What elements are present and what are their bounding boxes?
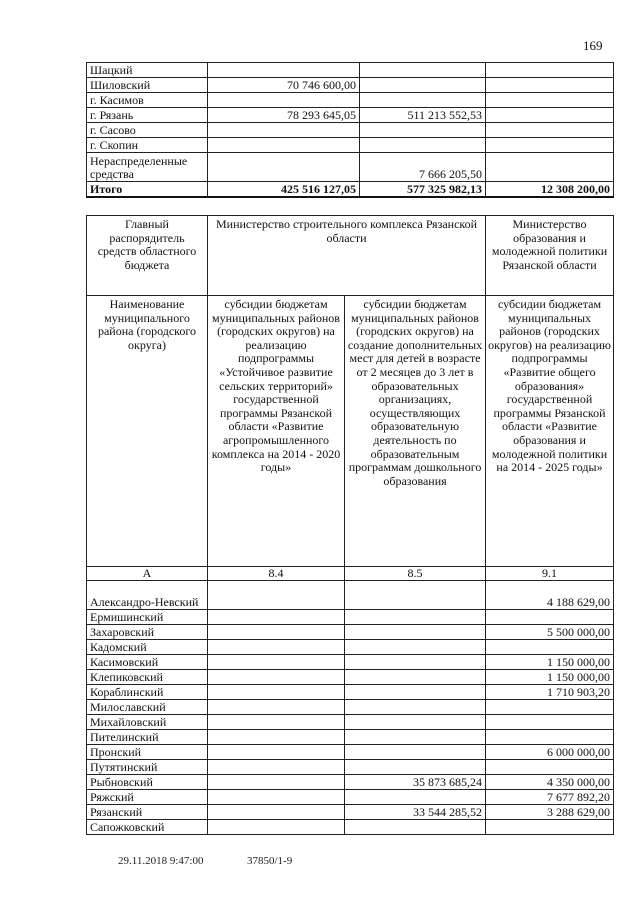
- amount-cell: 7 666 205,50: [360, 153, 486, 182]
- amount-8-4: [208, 715, 345, 730]
- total-label: Итого: [87, 182, 208, 198]
- table-row: [87, 108, 614, 123]
- total-amount: 425 516 127,05: [208, 182, 360, 198]
- municipality-name: г. Касимов: [87, 93, 208, 108]
- municipality-name: Рязанский: [87, 805, 208, 820]
- total-row: [87, 182, 614, 198]
- amount-9-1: 6 000 000,00: [486, 745, 614, 760]
- total-amount: 577 325 982,13: [360, 182, 486, 198]
- municipality-name: Пронский: [87, 745, 208, 760]
- amount-cell: [360, 138, 486, 153]
- header-row-columns: [87, 296, 614, 567]
- municipality-name: г. Сасово: [87, 123, 208, 138]
- amount-9-1: [486, 730, 614, 745]
- amount-cell: [486, 93, 614, 108]
- amount-8-4: [208, 745, 345, 760]
- municipality-name: г. Скопин: [87, 138, 208, 153]
- amount-cell: [208, 153, 360, 182]
- amount-8-5: [345, 790, 486, 805]
- table-row: [87, 655, 614, 670]
- amount-9-1: [486, 820, 614, 835]
- amount-8-4: [208, 655, 345, 670]
- table-row: [87, 820, 614, 835]
- municipality-name: Шацкий: [87, 63, 208, 78]
- footer-timestamp: 29.11.2018 9:47:00: [118, 855, 204, 867]
- amount-cell: [208, 93, 360, 108]
- table-row: [87, 625, 614, 640]
- amount-8-5: [345, 640, 486, 655]
- footer-doc-code: 37850/1-9: [247, 855, 293, 867]
- header-col-8-5: субсидии бюджетам муниципальных районов (городских округов) на создание дополнительных мест для детей в возрасте от 2 месяцев до 3 лет в образовательных организациях, осуществляющих образовательную деятельность по образовательным программам дошкольного образования: [345, 296, 486, 567]
- table-row: [87, 640, 614, 655]
- amount-8-4: [208, 820, 345, 835]
- amount-cell: [360, 123, 486, 138]
- amount-cell: [486, 123, 614, 138]
- amount-9-1: 7 677 892,20: [486, 790, 614, 805]
- table-row: [87, 685, 614, 700]
- table-row: [87, 610, 614, 625]
- municipality-name: г. Рязань: [87, 108, 208, 123]
- table-row: [87, 93, 614, 108]
- amount-8-4: [208, 700, 345, 715]
- amount-8-4: [208, 760, 345, 775]
- amount-9-1: 1 710 903,20: [486, 685, 614, 700]
- page-number: 169: [583, 38, 603, 53]
- amount-8-5: [345, 760, 486, 775]
- amount-cell: 70 746 600,00: [208, 78, 360, 93]
- municipality-name: Захаровский: [87, 625, 208, 640]
- table-row: [87, 775, 614, 790]
- amount-8-4: [208, 685, 345, 700]
- amount-cell: [208, 123, 360, 138]
- amount-8-5: [345, 820, 486, 835]
- amount-8-4: [208, 730, 345, 745]
- amount-8-5: [345, 581, 486, 610]
- amount-8-5: [345, 700, 486, 715]
- amount-cell: [486, 138, 614, 153]
- municipality-name: Михайловский: [87, 715, 208, 730]
- amount-cell: [360, 93, 486, 108]
- header-ministry-education: Министерство образования и молодежной политики Рязанской области: [486, 216, 614, 296]
- table-row: [87, 123, 614, 138]
- amount-cell: [486, 78, 614, 93]
- table-row: [87, 760, 614, 775]
- amount-8-5: 35 873 685,24: [345, 775, 486, 790]
- municipality-name: Касимовский: [87, 655, 208, 670]
- amount-9-1: 5 500 000,00: [486, 625, 614, 640]
- table-row: [87, 581, 614, 610]
- header-row-admin: [87, 216, 614, 296]
- amount-cell: [208, 138, 360, 153]
- amount-9-1: 1 150 000,00: [486, 655, 614, 670]
- municipality-name: Шиловский: [87, 78, 208, 93]
- subsidy-distribution-table: [86, 215, 614, 835]
- table-row: [87, 63, 614, 78]
- amount-8-4: [208, 670, 345, 685]
- municipality-name: Клепиковский: [87, 670, 208, 685]
- municipality-name: Милославский: [87, 700, 208, 715]
- amount-8-5: [345, 625, 486, 640]
- municipality-name: Кадомский: [87, 640, 208, 655]
- amount-8-5: [345, 685, 486, 700]
- amount-9-1: 4 350 000,00: [486, 775, 614, 790]
- municipality-name: Пителинский: [87, 730, 208, 745]
- table-row: [87, 790, 614, 805]
- table-row: [87, 745, 614, 760]
- municipality-name: Путятинский: [87, 760, 208, 775]
- table-row: [87, 670, 614, 685]
- amount-8-4: [208, 625, 345, 640]
- amount-cell: [486, 63, 614, 78]
- amount-8-4: [208, 775, 345, 790]
- amount-8-4: [208, 581, 345, 610]
- amount-cell: [486, 153, 614, 182]
- amount-cell: [486, 108, 614, 123]
- amount-9-1: [486, 760, 614, 775]
- amount-8-5: [345, 745, 486, 760]
- amount-cell: [360, 78, 486, 93]
- amount-8-5: 33 544 285,52: [345, 805, 486, 820]
- municipality-name: Кораблинский: [87, 685, 208, 700]
- subsidy-totals-table: [86, 62, 614, 198]
- amount-9-1: [486, 610, 614, 625]
- table-row: [87, 78, 614, 93]
- header-main-admin: Главный распорядитель средств областного бюджета: [87, 216, 208, 296]
- amount-9-1: 3 288 629,00: [486, 805, 614, 820]
- amount-9-1: 4 188 629,00: [486, 581, 614, 610]
- amount-8-4: [208, 805, 345, 820]
- table-row: [87, 138, 614, 153]
- amount-8-4: [208, 610, 345, 625]
- header-municipality: Наименование муниципального района (городского округа): [87, 296, 208, 567]
- amount-cell: 78 293 645,05: [208, 108, 360, 123]
- code-a: А: [87, 567, 208, 581]
- code-8-4: 8.4: [208, 567, 345, 581]
- code-8-5: 8.5: [345, 567, 486, 581]
- municipality-name: Александро-Невский: [87, 581, 208, 610]
- amount-9-1: [486, 715, 614, 730]
- municipality-name: Нераспределенные средства: [87, 153, 208, 182]
- table-row: [87, 700, 614, 715]
- amount-9-1: [486, 640, 614, 655]
- amount-8-5: [345, 730, 486, 745]
- municipality-name: Ряжский: [87, 790, 208, 805]
- amount-8-5: [345, 655, 486, 670]
- column-codes-row: [87, 567, 614, 581]
- header-col-8-4: субсидии бюджетам муниципальных районов (городских округов) на реализацию подпрограммы «Устойчивое развитие сельских территорий» государственной программы Рязанской области «Развитие агропромышленного комплекса на 2014 - 2020 годы»: [208, 296, 345, 567]
- amount-8-4: [208, 640, 345, 655]
- amount-8-5: [345, 670, 486, 685]
- code-9-1: 9.1: [486, 567, 614, 581]
- amount-8-5: [345, 715, 486, 730]
- amount-cell: [360, 63, 486, 78]
- amount-cell: 511 213 552,53: [360, 108, 486, 123]
- header-ministry-construction: Министерство строительного комплекса Рязанской области: [208, 216, 486, 296]
- municipality-name: Рыбновский: [87, 775, 208, 790]
- table-row: [87, 715, 614, 730]
- amount-8-4: [208, 790, 345, 805]
- table-row: [87, 153, 614, 182]
- municipality-name: Сапожковский: [87, 820, 208, 835]
- table-row: [87, 730, 614, 745]
- municipality-name: Ермишинский: [87, 610, 208, 625]
- header-col-9-1: субсидии бюджетам муниципальных районов (городских округов) на реализацию подпрограммы «Развитие общего образования» государственной программы Рязанской области «Развитие образования и молодежной политики на 2014 - 2025 годы»: [486, 296, 614, 567]
- table-row: [87, 805, 614, 820]
- amount-cell: [208, 63, 360, 78]
- amount-9-1: 1 150 000,00: [486, 670, 614, 685]
- amount-8-5: [345, 610, 486, 625]
- amount-9-1: [486, 700, 614, 715]
- total-amount: 12 308 200,00: [486, 182, 614, 198]
